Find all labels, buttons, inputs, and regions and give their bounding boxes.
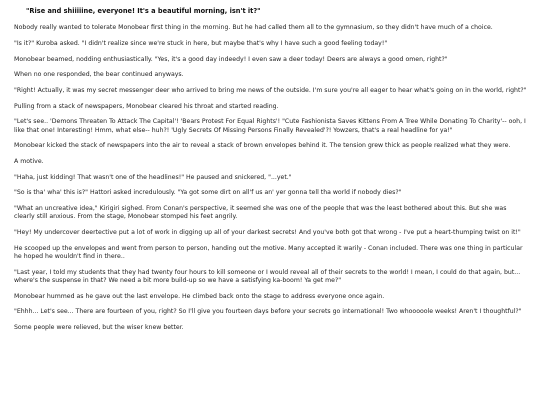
- story-paragraph: "What an uncreative idea," Kirigiri sighed. From Conan's perspective, it seemed she was one of the people that was the least bothered about this. But she was clearly still anxious. From the stage, Monobear stomped his feet angrily.: [14, 205, 507, 221]
- story-paragraph: When no one responded, the bear continued anyways.: [14, 71, 184, 79]
- story-paragraph: Monobear beamed, nodding enthusiastically. "Yes, it's a good day indeedy! I even saw a deer today! Deers are always a good omen, right?": [14, 55, 448, 63]
- story-paragraph: "Haha, just kidding! That wasn't one of the headlines!" He paused and snickered, "...yet.": [14, 173, 292, 181]
- story-paragraph: "Hey! My undercover deertective put a lot of work in digging up all of your darkest secrets! And you've both got that wrong - I've put a heart-thumping twist on it!": [14, 229, 521, 237]
- story-paragraph: A motive.: [14, 158, 44, 166]
- story-paragraph: Monobear kicked the stack of newspapers into the air to reveal a stack of brown envelopes behind it. The tension grew thick as people realized what they were.: [14, 142, 511, 150]
- story-paragraph: He scooped up the envelopes and went from person to person, handing out the motive. Many accepted it warily - Conan included. There was one thing in particular he hoped he wouldn't find in there..: [14, 244, 523, 261]
- story-paragraph: "Is it?" Kuroba asked. "I didn't realize since we're stuck in here, but maybe that's why I have such a good feeling today!": [14, 39, 388, 47]
- story-paragraph: Nobody really wanted to tolerate Monobear first thing in the morning. But he had called them all to the gymnasium, so they didn't have much of a choice.: [14, 24, 493, 32]
- story-paragraph: Pulling from a stack of newspapers, Monobear cleared his throat and started reading.: [14, 102, 279, 110]
- story-paragraph: "Right! Actually, it was my secret messenger deer who arrived to bring me news of the outside. I'm sure you're all eager to hear what's going on in the world, right?": [14, 87, 527, 95]
- opening-line: "Rise and shiiiiine, everyone! It's a beautiful morning, isn't it?": [26, 7, 261, 15]
- story-paragraph: "Ehhh... Let's see... There are fourteen of you, right? So I'll give you fourteen days before your secrets go international! Two whooooole weeks! Aren't I thoughtful?": [14, 308, 522, 316]
- story-paragraph: "Last year, I told my students that they had twenty four hours to kill someone or I would reveal all of their secrets to the world! I mean, I could do that again, but... where's the suspense in that? We need a bit more build-up so we have a satisfying ka-boom! Ya get me?": [14, 268, 521, 285]
- story-paragraph: Monobear hummed as he gave out the last envelope. He climbed back onto the stage to address everyone once again.: [14, 292, 385, 300]
- story-paragraph: "Let's see.. 'Demons Threaten To Attack The Capital'! 'Bears Protest For Equal Rights'! "Cute Fashionista Saves Kittens From A Tree While Donating To Charity'-- ooh, I like that one! Interesting! Hmm, what else-- huh?! 'Ugly Secrets Of Missing Persons Finally Revealed'?! Yowzers, that's a real headline for ya!": [14, 118, 526, 134]
- story-paragraph: "So is tha' wha' this is?" Hattori asked incredulously. "Ya got some dirt on all'f us an' yer gonna tell tha world if nobody dies?": [14, 189, 402, 197]
- story-paragraph: Some people were relieved, but the wiser knew better.: [14, 324, 184, 332]
